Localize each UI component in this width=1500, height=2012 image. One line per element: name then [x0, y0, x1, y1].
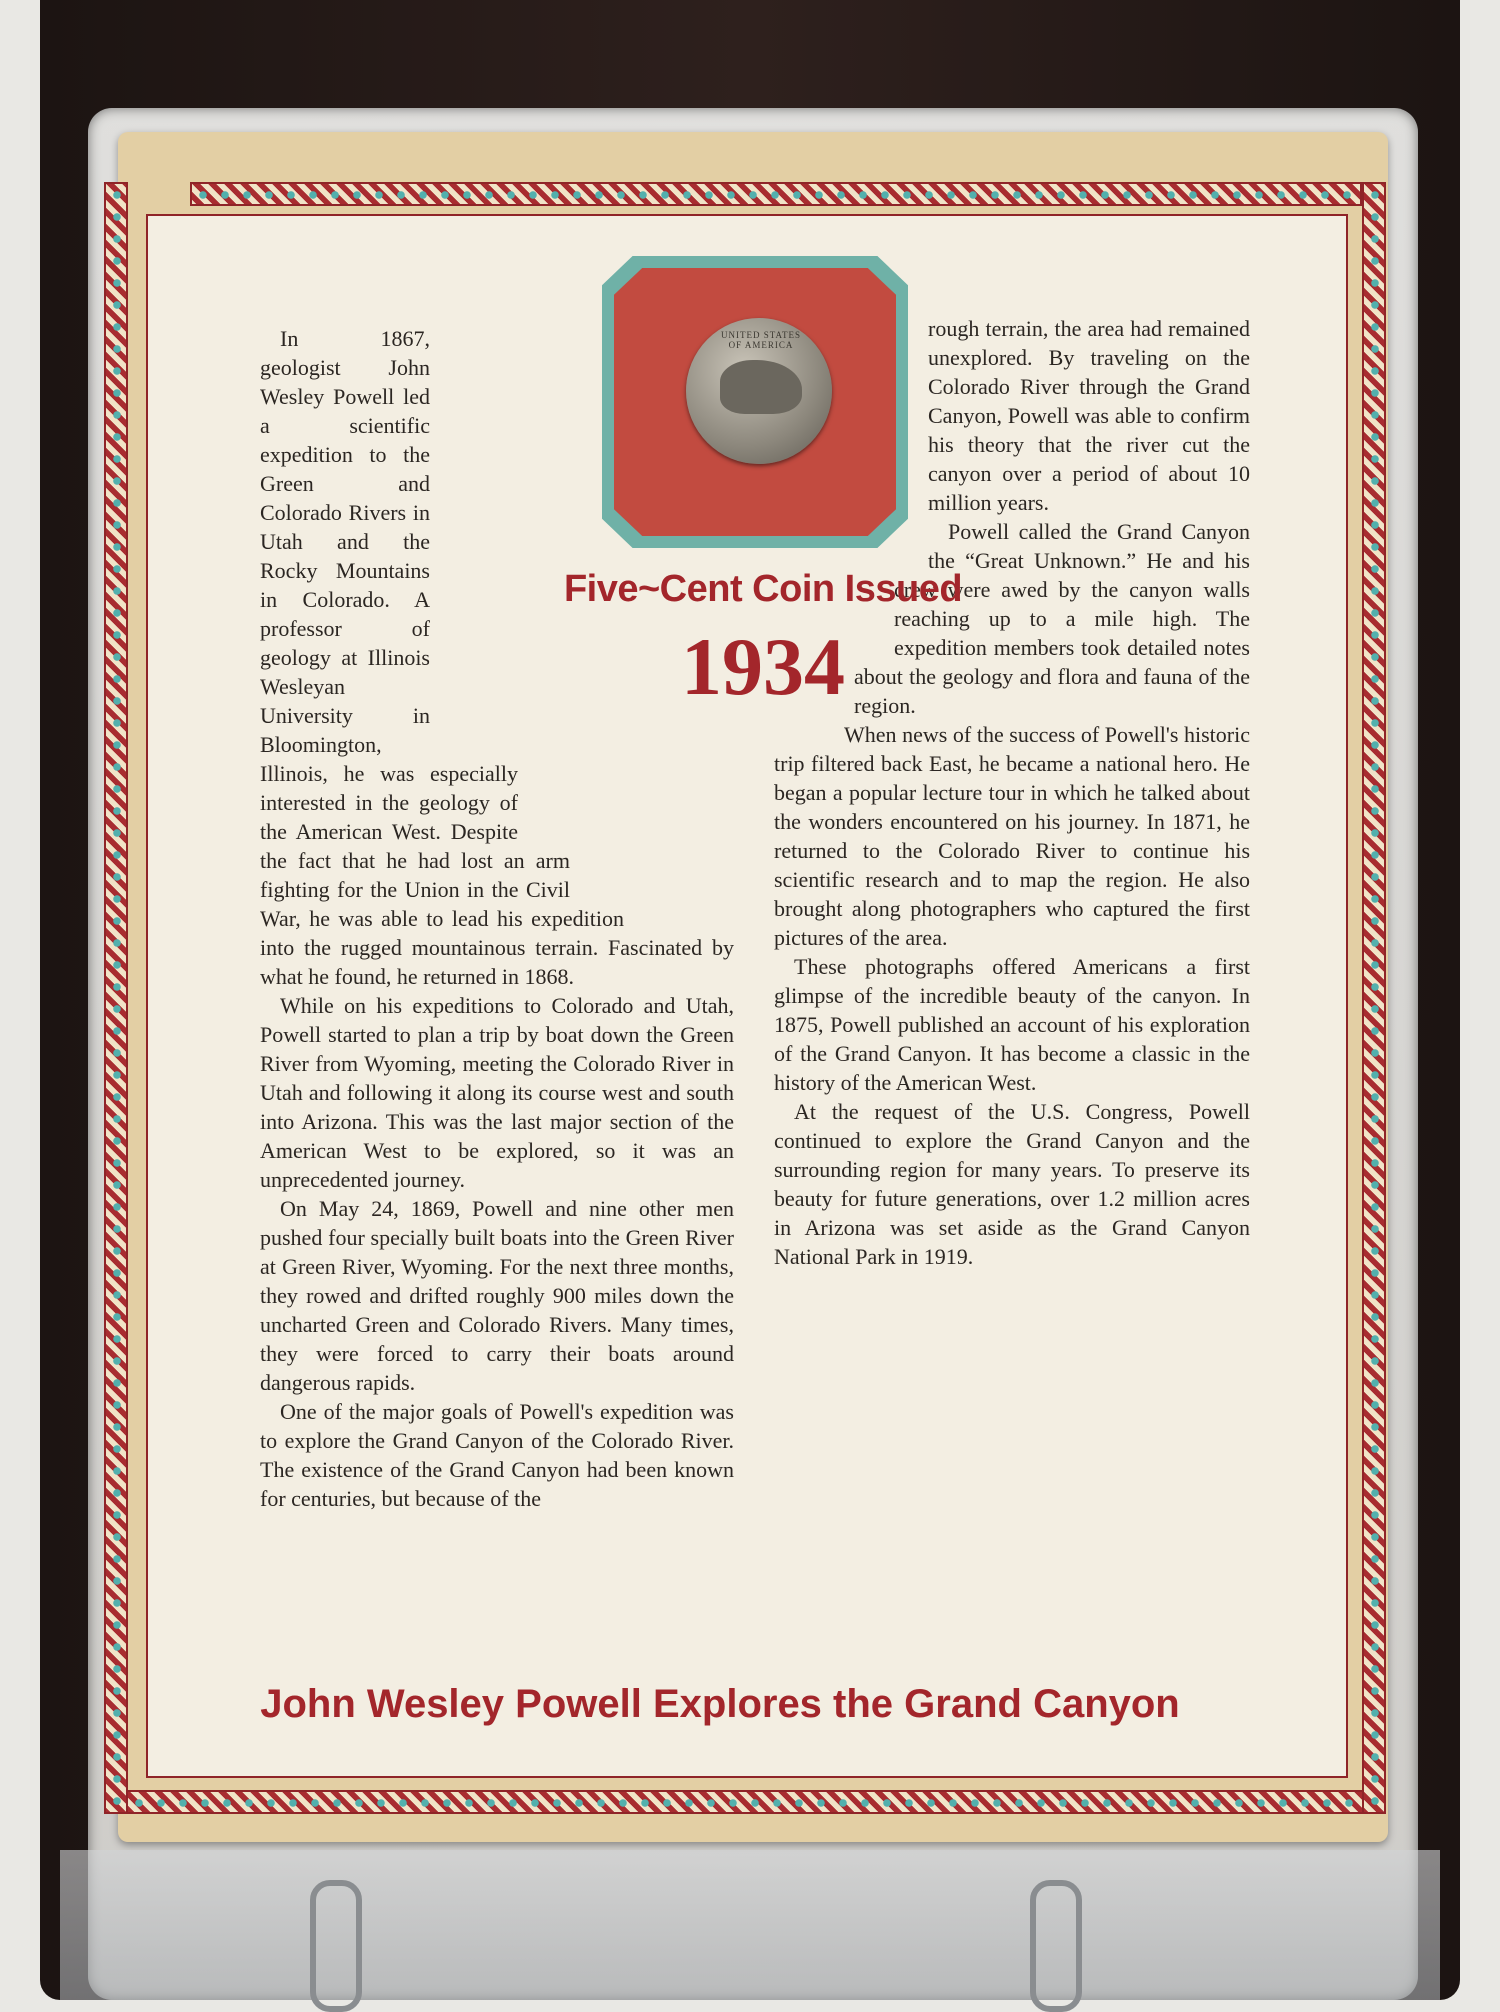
article-column-right	[774, 314, 1250, 1271]
article-paragraph: Powell called the Grand Canyon the “Great Unknown.” He and his crew were awed by the canyon walls reaching up to a mile high. The expedition members took detailed notes about the geology and flora and fauna of the region.	[854, 519, 1250, 718]
article-paragraph: In 1867, geologist John Wesley Powell led a scientific expedition to the Green and Colorado Rivers in Utah and the Rocky Mountains in Colorado. A professor of geology at Illinois Wesleyan University in Bloomington, Illinois, he was especially interested in the geology of the American West. Despite the fact that he had lost an arm fighting for the Union in the Civil War, he was able to lead his expedition into the rugged mountainous terrain. Fascinated by what he found, he returned in 1868.	[260, 326, 734, 989]
article-paragraph: One of the major goals of Powell's expedition was to explore the Grand Canyon of the Colorado River. The existence of the Grand Canyon had been known for centuries, but because of the	[260, 1399, 734, 1511]
border-band-bottom	[104, 1790, 1386, 1814]
article-paragraph: While on his expeditions to Colorado and Utah, Powell started to plan a trip by boat down the Green River from Wyoming, meeting the Colorado River in Utah and following it along its course west and south into Arizona. This was the last major section of the American West to be explored, so it was an unprecedented journey.	[260, 993, 734, 1192]
article-paragraph: These photographs offered Americans a first glimpse of the incredible beauty of the canyon. In 1875, Powell published an account of his exploration of the Grand Canyon. It has become a classic in the history of the American West.	[774, 954, 1250, 1095]
article-paragraph: On May 24, 1869, Powell and nine other men pushed four specially built boats into the Green River at Green River, Wyoming. For the next three months, they rowed and drifted roughly 900 miles down the uncharted Green and Colorado Rivers. Many times, they were forced to carry their boats around dangerous rapids.	[260, 1196, 734, 1395]
sleeve-bottom-edge	[60, 1850, 1440, 2000]
border-band-left	[104, 182, 128, 1814]
binder-ring-left	[310, 1880, 362, 2012]
border-band-top	[190, 182, 1362, 206]
article-column-left	[260, 324, 734, 1513]
article-paragraph: rough terrain, the area had remained unexplored. By traveling on the Colorado River through the Grand Canyon, Powell was able to confirm his theory that the river cut the canyon over a period of about 10 million years.	[928, 316, 1250, 515]
article-paragraph: When news of the success of Powell's historic trip filtered back East, he became a national hero. He began a popular lecture tour in which he talked about the wonders encountered on his journey. In 1871, he returned to the Colorado River to continue his scientific research and to map the region. He also brought along photographers who captured the first pictures of the area.	[774, 722, 1250, 950]
binder-ring-right	[1030, 1880, 1082, 2012]
border-band-right	[1362, 182, 1386, 1814]
article-paragraph: At the request of the U.S. Congress, Powell continued to explore the Grand Canyon and the surrounding region for many years. To preserve its beauty for future generations, over 1.2 million acres in Arizona was set aside as the Grand Canyon National Park in 1919.	[774, 1099, 1250, 1269]
coin-inscription: UNITED STATES OF AMERICA	[720, 330, 802, 350]
coin-issue-year: 1934	[681, 621, 845, 712]
coin-issued-title: Five~Cent Coin Issued	[563, 568, 963, 610]
card-footer-title: John Wesley Powell Explores the Grand Canyon	[260, 1682, 1180, 1726]
